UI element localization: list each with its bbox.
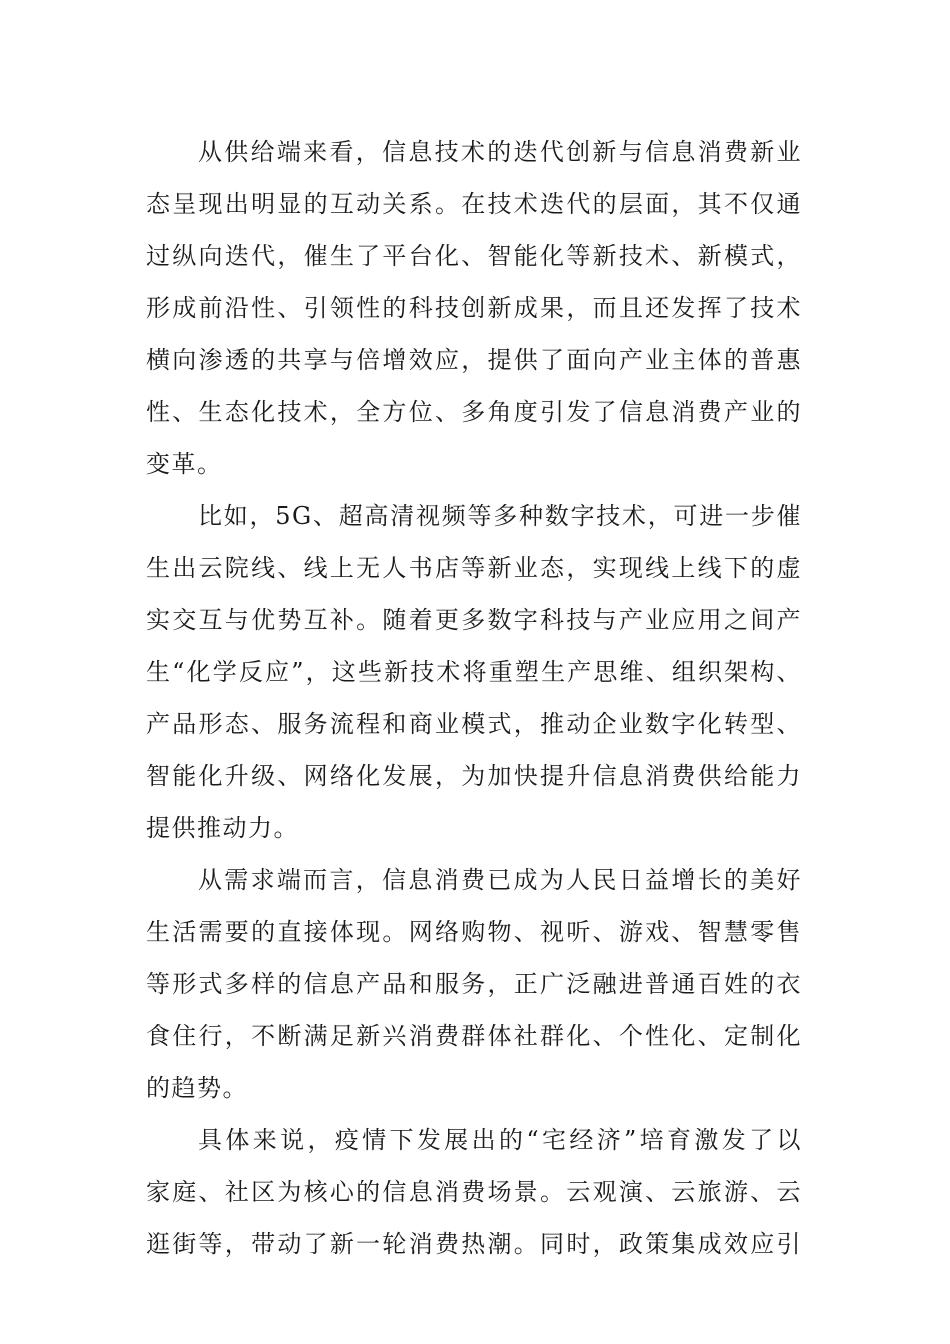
text-line: 生活需要的直接体现。网络购物、视听、游戏、智慧零售 (146, 918, 802, 946)
text-line: 家庭、社区为核心的信息消费场景。云观演、云旅游、云 (146, 1178, 802, 1206)
text-line: 从需求端而言，信息消费已成为人民日益增长的美好 (198, 866, 802, 894)
text-line: 生出云院线、线上无人书店等新业态，实现线上线下的虚 (146, 554, 802, 582)
text-line: 食住行，不断满足新兴消费群体社群化、个性化、定制化 (146, 1022, 802, 1050)
text-line: 智能化升级、网络化发展，为加快提升信息消费供给能力 (146, 762, 802, 790)
text-line: 提供推动力。 (146, 814, 299, 842)
text-line: 产品形态、服务流程和商业模式，推动企业数字化转型、 (146, 710, 802, 738)
text-line: 变革。 (146, 450, 223, 478)
text-line: 横向渗透的共享与倍增效应，提供了面向产业主体的普惠 (146, 346, 802, 374)
text-line: 逛街等，带动了新一轮消费热潮。同时，政策集成效应引 (146, 1230, 802, 1258)
paragraph-example (146, 490, 802, 854)
text-line: 具体来说，疫情下发展出的“宅经济”培育激发了以 (198, 1126, 802, 1154)
text-line: 态呈现出明显的互动关系。在技术迭代的层面，其不仅通 (146, 190, 802, 218)
text-line: 过纵向迭代，催生了平台化、智能化等新技术、新模式， (146, 242, 802, 270)
text-line: 实交互与优势互补。随着更多数字科技与产业应用之间产 (146, 606, 802, 634)
text-line: 比如，5G、超高清视频等多种数字技术，可进一步催 (198, 502, 802, 530)
text-line: 等形式多样的信息产品和服务，正广泛融进普通百姓的衣 (146, 970, 802, 998)
text-line: 形成前沿性、引领性的科技创新成果，而且还发挥了技术 (146, 294, 802, 322)
paragraph-specifics (146, 1114, 802, 1270)
paragraph-demand-side (146, 854, 802, 1114)
text-line: 从供给端来看，信息技术的迭代创新与信息消费新业 (198, 138, 802, 166)
text-line: 生“化学反应”，这些新技术将重塑生产思维、组织架构、 (146, 658, 802, 686)
text-line: 的趋势。 (146, 1074, 248, 1102)
document-body (146, 126, 802, 1270)
text-line: 性、生态化技术，全方位、多角度引发了信息消费产业的 (146, 398, 802, 426)
paragraph-supply-side (146, 126, 802, 490)
